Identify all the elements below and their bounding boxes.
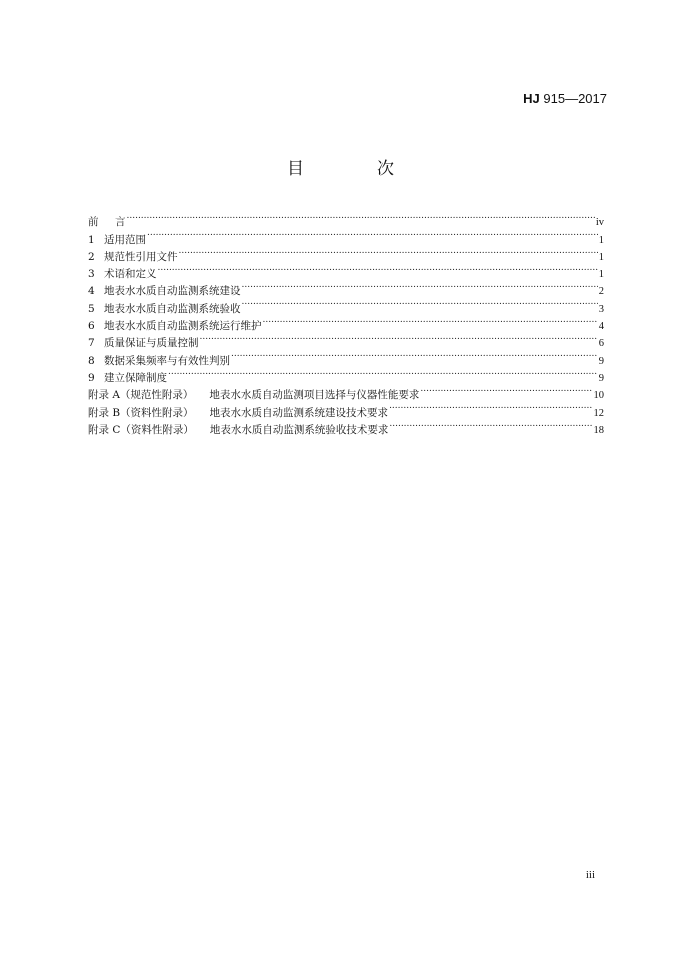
toc-page-number: 4 — [598, 321, 604, 333]
toc-page-number: 18 — [593, 424, 604, 436]
toc-page-number: 3 — [598, 303, 604, 315]
table-of-contents — [88, 208, 604, 436]
toc-entry-4[interactable] — [88, 277, 604, 298]
toc-leader-dots — [147, 225, 598, 242]
toc-entry-label: 2 规范性引用文件 — [88, 250, 178, 263]
toc-entry-label: 7 质量保证与质量控制 — [88, 337, 199, 350]
toc-entry-label: 附录 C（资料性附录） 地表水水质自动监测系统验收技术要求 — [88, 423, 389, 436]
toc-page-number: 2 — [598, 286, 604, 298]
toc-entry-label: 附录 A（规范性附录） 地表水水质自动监测项目选择与仪器性能要求 — [88, 389, 420, 402]
toc-page-number: 1 — [598, 234, 604, 246]
toc-leader-dots — [179, 243, 598, 260]
toc-entry-label: 9 建立保障制度 — [88, 371, 167, 384]
toc-leader-dots — [420, 381, 592, 398]
toc-page-number: 6 — [598, 338, 604, 350]
page-title: 目 次 — [287, 159, 422, 179]
toc-page-number: 12 — [593, 407, 604, 419]
toc-entry-1[interactable] — [88, 225, 604, 246]
toc-leader-dots — [389, 398, 592, 415]
toc-leader-dots — [242, 294, 598, 311]
toc-leader-dots — [231, 346, 598, 363]
toc-entry-label: 5 地表水水质自动监测系统验收 — [88, 302, 241, 315]
toc-page-number: 9 — [598, 372, 604, 384]
toc-entry-label: 4 地表水水质自动监测系统建设 — [88, 285, 241, 298]
standard-code-number: 915—2017 — [543, 91, 607, 106]
toc-leader-dots — [389, 416, 592, 433]
toc-entry-label: 1 适用范围 — [88, 233, 146, 246]
toc-page-number: iv — [595, 217, 604, 229]
toc-page-number: 1 — [598, 251, 604, 263]
standard-code-prefix: HJ — [523, 91, 540, 106]
footer-page-number: iii — [585, 869, 595, 881]
toc-leader-dots — [242, 277, 598, 294]
toc-entry-foreword[interactable] — [88, 208, 604, 229]
toc-leader-dots — [127, 208, 595, 225]
toc-entry-3[interactable] — [88, 260, 604, 281]
toc-leader-dots — [168, 364, 598, 381]
toc-page-number: 1 — [598, 269, 604, 281]
toc-page-number: 10 — [593, 390, 604, 402]
toc-leader-dots — [200, 329, 598, 346]
toc-entry-2[interactable] — [88, 243, 604, 263]
toc-entry-label: 3 术语和定义 — [88, 268, 157, 281]
toc-entry-label: 8 数据采集频率与有效性判别 — [88, 354, 230, 367]
toc-entry-label: 前 言 — [88, 216, 126, 229]
toc-entry-label: 6 地表水水质自动监测系统运行维护 — [88, 320, 262, 333]
toc-leader-dots — [263, 312, 598, 329]
toc-leader-dots — [158, 260, 598, 277]
standard-code — [523, 91, 607, 106]
toc-page-number: 9 — [598, 355, 604, 367]
toc-entry-label: 附录 B（资料性附录） 地表水水质自动监测系统建设技术要求 — [88, 406, 389, 419]
